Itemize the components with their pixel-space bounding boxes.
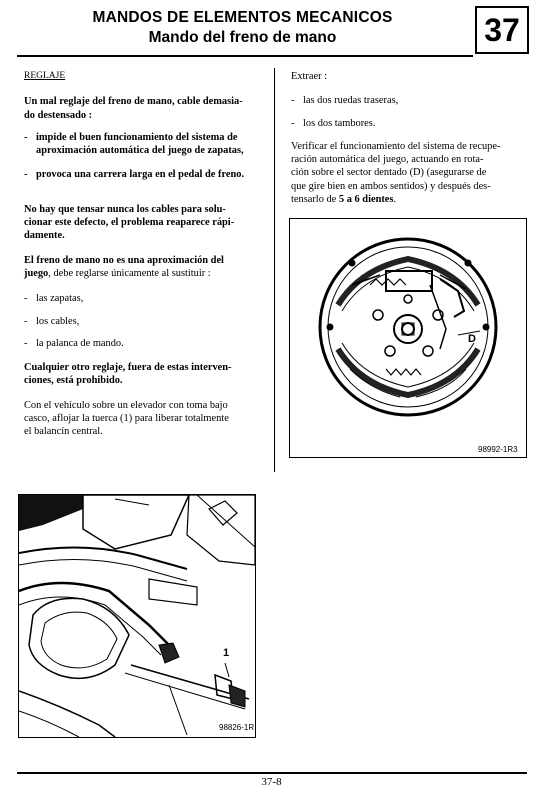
left-column <box>24 70 269 439</box>
consequence-item-2 <box>24 168 269 181</box>
column-divider <box>274 68 275 472</box>
consequence-1-line-1: impide el buen funcionamiento del sistema de <box>36 131 238 143</box>
warning-line-3: damente. <box>24 230 65 242</box>
page-header <box>0 0 543 58</box>
page-subtitle: Mando del freno de mano <box>148 29 337 46</box>
verify-line-5-start: tensarlo de <box>291 194 339 206</box>
replace-item-text: los cables, <box>36 315 80 327</box>
intro-line-1: Un mal reglaje del freno de mano, cable demasia- <box>24 96 243 108</box>
verify-line-4: que gire bien en ambos sentidos) y después des- <box>291 180 491 192</box>
verify-paragraph <box>291 140 526 206</box>
prohibition-paragraph <box>24 361 269 388</box>
adjustment-paragraph <box>24 254 269 281</box>
extract-label: Extraer : <box>291 71 328 82</box>
intro-line-2: do destensado : <box>24 109 93 121</box>
verify-line-3: ción sobre el sector dentado (D) (asegurarse de <box>291 167 487 179</box>
right-column <box>291 70 526 206</box>
figure-reference: 98826-1R <box>219 723 255 732</box>
bullet-dash: - <box>291 95 295 107</box>
callout-label-d: D <box>468 333 476 345</box>
callout-label-1: 1 <box>223 647 230 659</box>
figure-reference: 98992-1R3 <box>478 445 518 454</box>
adjustment-line-1: El freno de mano no es una aproximación del <box>24 254 224 266</box>
prohibition-line-2: ciones, está prohibido. <box>24 375 123 387</box>
bullet-dash: - <box>24 337 28 349</box>
warning-paragraph <box>24 203 269 243</box>
replace-item-text: las zapatas, <box>36 293 84 305</box>
prohibition-line-1: Cualquier otro reglaje, fuera de estas interven- <box>24 362 232 374</box>
procedure-line-2: casco, aflojar la tuerca (1) para liberar totalmente <box>24 413 229 425</box>
verify-line-2: ración automática del juego, actuando en rota- <box>291 154 484 166</box>
verify-line-1: Verificar el funcionamiento del sistema de recupe- <box>291 140 501 152</box>
footer-rule <box>17 772 527 774</box>
consequence-1-line-2: aproximación automática del juego de zapatas, <box>36 145 244 157</box>
page-title: MANDOS DE ELEMENTOS MECANICOS <box>92 9 393 26</box>
verify-line-5-bold: 5 a 6 dientes <box>338 194 394 206</box>
verify-line-5-end: . <box>393 194 397 206</box>
replace-item-text: la palanca de mando. <box>36 337 124 349</box>
brake-assembly-figure <box>289 218 527 458</box>
page-number: 37-8 <box>261 776 282 788</box>
adjustment-line-2-rest: , debe reglarse únicamente al sustituir : <box>48 267 211 279</box>
consequence-item-1 <box>24 131 269 158</box>
underbody-illustration <box>19 495 255 737</box>
procedure-paragraph <box>24 399 269 439</box>
extract-item-2 <box>291 117 526 130</box>
brake-assembly-illustration <box>290 219 526 457</box>
bullet-dash: - <box>24 315 28 327</box>
section-heading: REGLAJE <box>24 71 66 81</box>
procedure-line-1: Con el vehículo sobre un elevador con toma bajo <box>24 399 228 411</box>
replace-item-3 <box>24 337 269 350</box>
bullet-dash: - <box>291 117 295 129</box>
warning-line-2: cionar este defecto, el problema reaparece rápi- <box>24 217 235 229</box>
bullet-dash: - <box>24 131 28 143</box>
consequence-2-text: provoca una carrera larga en el pedal de freno. <box>36 169 245 181</box>
chapter-number: 37 <box>475 6 529 54</box>
replace-item-1 <box>24 292 269 305</box>
replace-item-2 <box>24 315 269 328</box>
bullet-dash: - <box>24 293 28 305</box>
underbody-figure <box>18 494 256 738</box>
warning-line-1: No hay que tensar nunca los cables para solu- <box>24 203 226 215</box>
extract-item-text: los dos tambores. <box>303 117 376 129</box>
extract-item-text: las dos ruedas traseras, <box>303 95 399 107</box>
procedure-line-3: el balancín central. <box>24 426 103 438</box>
bullet-dash: - <box>24 169 28 181</box>
adjustment-line-2-bold: juego <box>24 267 49 279</box>
intro-paragraph <box>24 95 269 122</box>
extract-item-1 <box>291 94 526 107</box>
header-rule <box>17 55 473 57</box>
